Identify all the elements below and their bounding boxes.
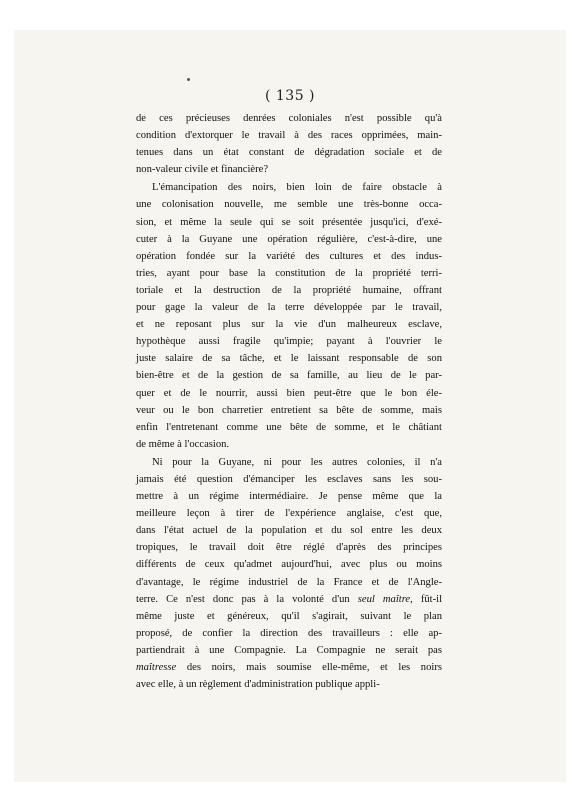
text-line: pour gage la valeur de la terre développée par le travail, (136, 302, 442, 314)
italic-run: seul maître (357, 593, 411, 605)
text-line: partiendrait à une Compagnie. La Compagnie ne serait pas (136, 644, 442, 656)
paragraph-3 (136, 454, 442, 693)
text-line: non-valeur civile et financière? (136, 164, 269, 176)
text-line: enfin l'entretenant comme une bête de somme, et le châtiant (136, 421, 442, 433)
text-line: proposé, de confier la direction des travailleurs : elle ap- (136, 627, 442, 639)
text-line: L'émancipation des noirs, bien loin de faire obstacle à (152, 182, 442, 194)
text-run: des noirs, mais soumise elle-même, et les noirs (186, 662, 442, 673)
text-line: et ne reposant plus sur la vie d'un malheureux esclave, (136, 319, 442, 331)
text-line: juste salaire de sa tâche, et le laissant responsable de son (136, 353, 442, 365)
text-line-with-italic (136, 591, 442, 608)
paragraph-2 (136, 179, 442, 453)
text-line: de même à l'occasion. (136, 438, 230, 450)
text-line: avec elle, à un règlement d'administration publique appli- (136, 679, 380, 691)
text-line: Ni pour la Guyane, ni pour les autres colonies, il n'a (152, 456, 442, 468)
text-line: une colonisation nouvelle, me semble une très-bonne occa- (136, 199, 442, 211)
text-run: terre. Ce n'est donc pas à la volonté d'un (136, 593, 350, 605)
text-line: d'avantage, le régime industriel de la France et de l'Angle- (136, 576, 442, 588)
text-line: hypothèque aussi fragile qu'impie; payant à l'ouvrier le (136, 336, 442, 348)
text-line: quer et de le nourrir, aussi bien peut-être que le bon éle- (136, 387, 442, 399)
italic-run: maîtresse (136, 662, 177, 673)
body-text (136, 110, 442, 693)
text-line: opération fondée sur la variété des cultures et des indus- (136, 250, 442, 262)
text-line: même juste et généreux, qu'il s'agirait, suivant le plan (136, 610, 442, 622)
text-line: bien-être et de la gestion de sa famille, au lieu de le par- (136, 370, 442, 382)
text-line-with-italic (136, 659, 442, 676)
text-line: veur ou le bon charretier entretient sa bête de somme, mais (136, 404, 442, 416)
text-line: tries, ayant pour base la constitution de la propriété terri- (136, 267, 442, 279)
text-line: de ces précieuses denrées coloniales n'est possible qu'à (136, 113, 442, 124)
text-line: condition d'extorquer le travail à des races opprimées, main- (136, 130, 442, 142)
text-line: mettre à un régime intermédiaire. Je pense même que la (136, 491, 442, 503)
page-number: ( 135 ) (264, 88, 316, 104)
text-line: toriale et la destruction de la propriété humaine, offrant (136, 284, 442, 296)
text-line: dans l'état actuel de la population et du sol entre les deux (136, 525, 442, 537)
text-line: meilleure leçon à tirer de l'expérience anglaise, c'est que, (136, 508, 442, 520)
paragraph-1 (136, 110, 442, 178)
text-line: cuter à la Guyane une opération régulière, c'est-à-dire, une (136, 233, 442, 245)
text-line: tenues dans un état constant de dégradation sociale et de (136, 147, 442, 159)
text-run: , fût-il (410, 593, 443, 605)
text-line: différents de ceux qu'admet aujourd'hui, avec plus ou moins (136, 559, 442, 571)
text-line: sion, et même la seule qui se soit présentée jusqu'ici, d'exé- (136, 216, 442, 228)
text-line: tropiques, le travail doit être réglé d'après des principes (136, 542, 442, 554)
text-line: jamais été question d'émanciper les esclaves sans les sou- (136, 473, 442, 485)
ink-speck (187, 78, 190, 81)
